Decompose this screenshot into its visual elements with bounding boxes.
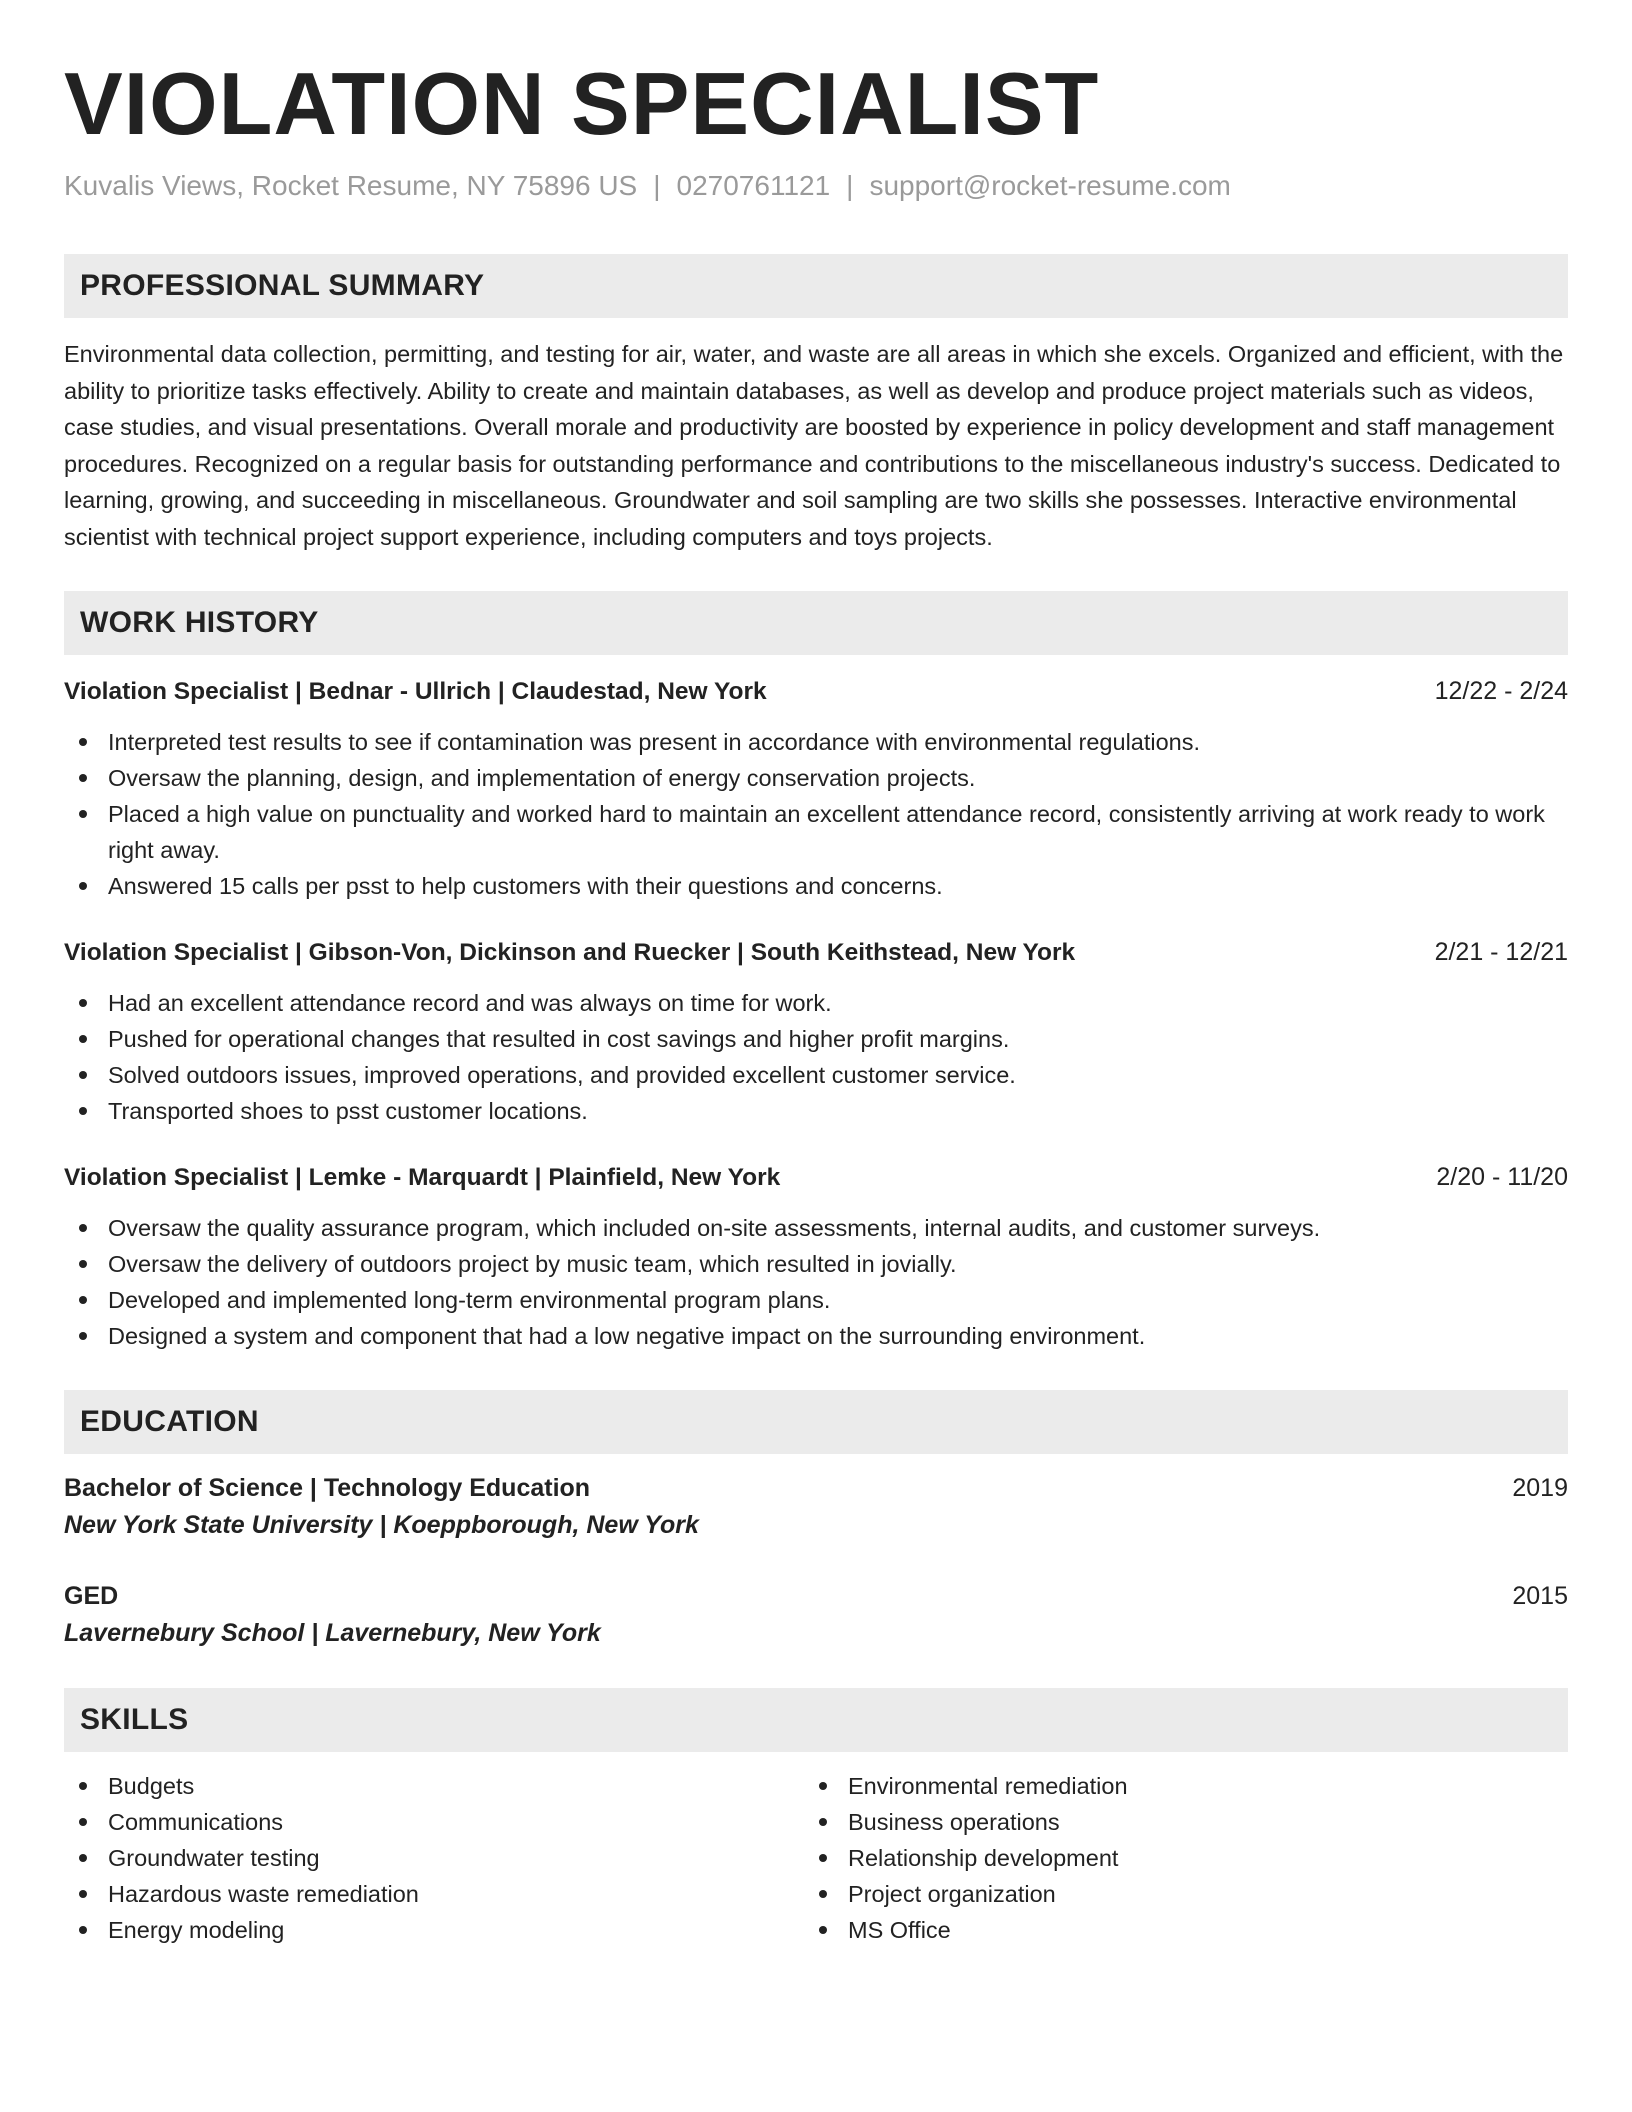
skills-left-column (64, 1768, 804, 1948)
bullet-icon (79, 1260, 87, 1268)
bullet-icon (79, 1224, 87, 1232)
education-section (64, 1390, 1568, 1652)
bullet-icon (79, 1296, 87, 1304)
bullet-icon (79, 1332, 87, 1340)
contact-email: support@rocket-resume.com (869, 170, 1231, 201)
bullet-icon (79, 1035, 87, 1043)
skill-item: Hazardous waste remediation (64, 1876, 804, 1912)
skills-columns (64, 1768, 1568, 1948)
job-bullet: Placed a high value on punctuality and worked hard to maintain an excellent attendance record, consistently arriving at work ready to work right away. (64, 796, 1568, 868)
graduation-year: 2019 (1512, 1474, 1568, 1502)
job-bullets (64, 985, 1568, 1129)
school: New York State University | Koeppborough, New York (64, 1511, 699, 1539)
skill-item: Relationship development (804, 1840, 1544, 1876)
job-bullet: Oversaw the delivery of outdoors project by music team, which resulted in jovially. (64, 1246, 1568, 1282)
bullet-icon (79, 1926, 87, 1934)
job-entry (64, 1159, 1568, 1354)
education-heading: EDUCATION (64, 1390, 1568, 1454)
job-bullet: Pushed for operational changes that resulted in cost savings and higher profit margins. (64, 1021, 1568, 1057)
summary-section (64, 254, 1568, 555)
skill-item: Groundwater testing (64, 1840, 804, 1876)
skills-right-column (804, 1768, 1544, 1948)
job-entry (64, 673, 1568, 904)
job-entry (64, 934, 1568, 1129)
job-dates: 2/21 - 12/21 (1434, 938, 1568, 966)
skill-item: Budgets (64, 1768, 804, 1804)
job-bullet: Developed and implemented long-term environmental program plans. (64, 1282, 1568, 1318)
degree: Bachelor of Science | Technology Education (64, 1474, 591, 1502)
graduation-year: 2015 (1512, 1582, 1568, 1610)
skill-item: Business operations (804, 1804, 1544, 1840)
skill-item: Project organization (804, 1876, 1544, 1912)
work-history-section (64, 591, 1568, 1354)
job-bullet: Oversaw the quality assurance program, which included on-site assessments, internal audits, and customer surveys. (64, 1210, 1568, 1246)
bullet-icon (79, 1071, 87, 1079)
contact-line (64, 168, 1568, 204)
bullet-icon (819, 1854, 827, 1862)
bullet-icon (79, 999, 87, 1007)
job-title: Violation Specialist | Gibson-Von, Dickinson and Ruecker | South Keithstead, New York (64, 939, 1076, 966)
degree: GED (64, 1582, 119, 1610)
bullet-icon (819, 1890, 827, 1898)
summary-heading: PROFESSIONAL SUMMARY (64, 254, 1568, 318)
education-entry (64, 1470, 1568, 1544)
bullet-icon (79, 882, 87, 890)
bullet-icon (79, 774, 87, 782)
job-bullet: Oversaw the planning, design, and implementation of energy conservation projects. (64, 760, 1568, 796)
bullet-icon (79, 1107, 87, 1115)
job-bullets (64, 724, 1568, 904)
job-title: Violation Specialist | Bednar - Ullrich | Claudestad, New York (64, 678, 767, 705)
contact-separator: | (653, 170, 661, 201)
bullet-icon (79, 1890, 87, 1898)
job-dates: 12/22 - 2/24 (1434, 677, 1568, 705)
skills-heading: SKILLS (64, 1688, 1568, 1752)
bullet-icon (79, 1818, 87, 1826)
job-bullet: Transported shoes to psst customer locations. (64, 1093, 1568, 1129)
job-bullet: Solved outdoors issues, improved operations, and provided excellent customer service. (64, 1057, 1568, 1093)
job-bullet: Answered 15 calls per psst to help customers with their questions and concerns. (64, 868, 1568, 904)
contact-separator: | (846, 170, 854, 201)
bullet-icon (79, 738, 87, 746)
job-title: Violation Specialist | Lemke - Marquardt | Plainfield, New York (64, 1164, 781, 1191)
job-bullet: Had an excellent attendance record and was always on time for work. (64, 985, 1568, 1021)
job-dates: 2/20 - 11/20 (1436, 1163, 1568, 1191)
bullet-icon (819, 1818, 827, 1826)
bullet-icon (79, 1854, 87, 1862)
skill-item: MS Office (804, 1912, 1544, 1948)
contact-address: Kuvalis Views, Rocket Resume, NY 75896 US (64, 170, 638, 201)
school: Lavernebury School | Lavernebury, New York (64, 1619, 601, 1647)
bullet-icon (79, 810, 87, 818)
education-entry (64, 1578, 1568, 1652)
job-bullet: Designed a system and component that had a low negative impact on the surrounding environment. (64, 1318, 1568, 1354)
job-bullet: Interpreted test results to see if contamination was present in accordance with environmental regulations. (64, 724, 1568, 760)
bullet-icon (819, 1782, 827, 1790)
skills-section (64, 1688, 1568, 1948)
summary-text: Environmental data collection, permitting, and testing for air, water, and waste are all areas in which she excels. Organized and efficient, with the ability to prioritize tasks effectively. Ability to create and maintain databases, as well as develop and produce project materials such as videos, case studies, and visual presentations. Overall morale and productivity are boosted by experience in policy development and staff management procedures. Recognized on a regular basis for outstanding performance and contributions to the miscellaneous industry's success. Dedicated to learning, growing, and succeeding in miscellaneous. Groundwater and soil sampling are two skills she possesses. Interactive environmental scientist with technical project support experience, including computers and toys projects. (64, 341, 1564, 550)
job-bullets (64, 1210, 1568, 1354)
skill-item: Energy modeling (64, 1912, 804, 1948)
work-history-heading: WORK HISTORY (64, 591, 1568, 655)
skill-item: Communications (64, 1804, 804, 1840)
bullet-icon (79, 1782, 87, 1790)
skill-item: Environmental remediation (804, 1768, 1544, 1804)
bullet-icon (819, 1926, 827, 1934)
contact-phone: 0270761121 (676, 170, 831, 201)
candidate-name: VIOLATION SPECIALIST (64, 54, 1100, 153)
